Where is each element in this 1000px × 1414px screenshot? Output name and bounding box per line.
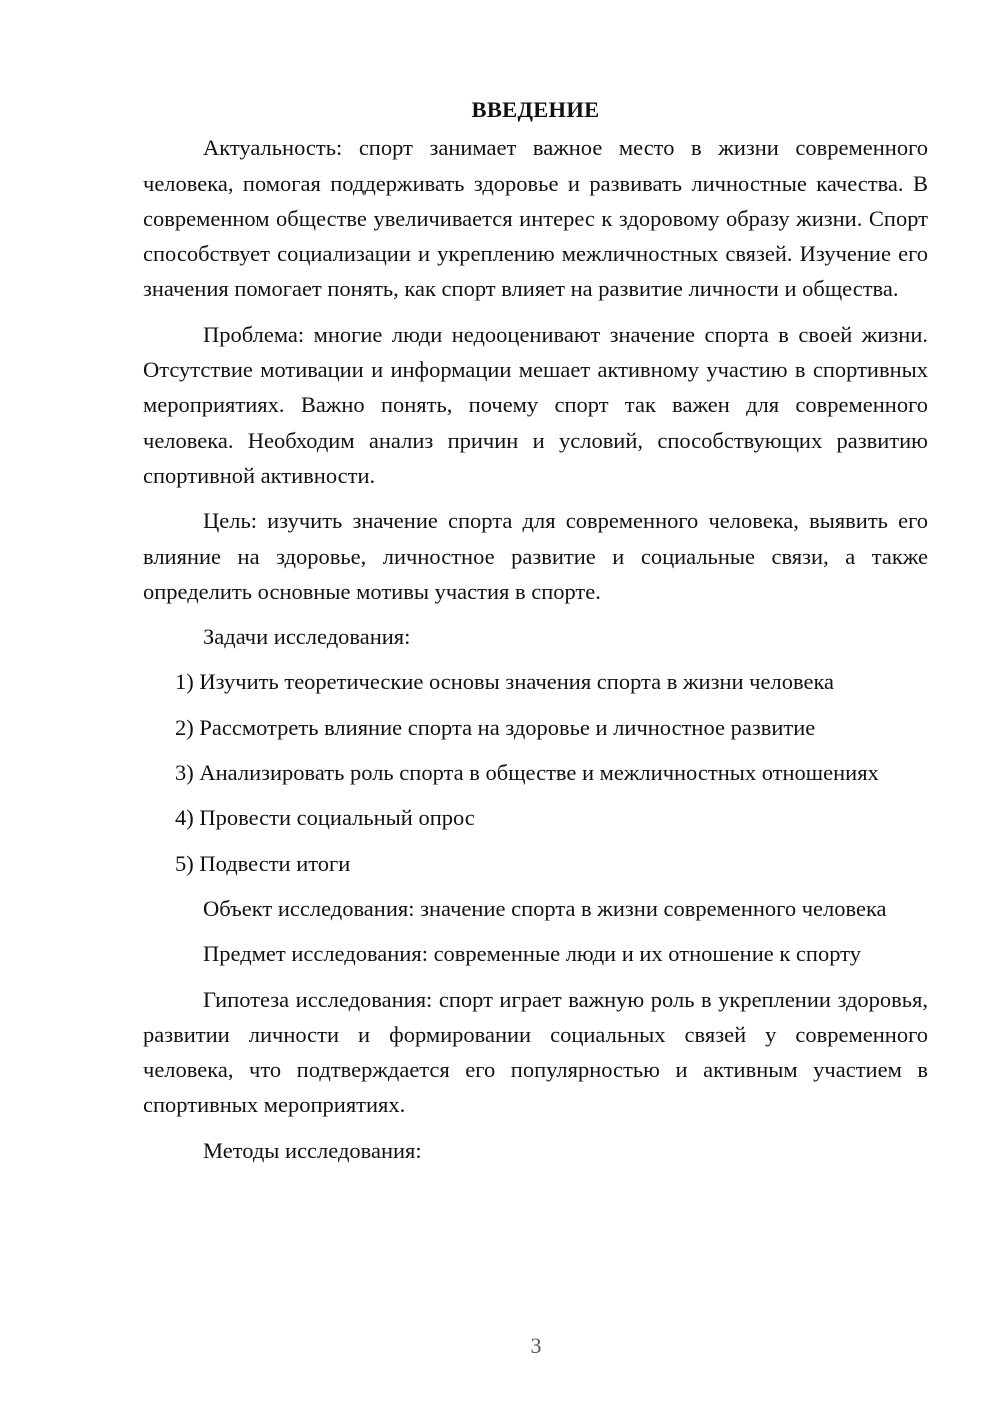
relevance-paragraph: Актуальность: спорт занимает важное место в жизни современного человека, помогая поддерживать здоровье и развивать личностные качества. В современном обществе увеличивается интерес к здоровому образу жизни. Спорт способствует социализации и укреплению межличностных связей. Изучение его значения помогает понять, как спорт влияет на развитие личности и общества. bbox=[143, 135, 928, 302]
subject-paragraph: Предмет исследования: современные люди и их отношение к спорту bbox=[203, 941, 861, 967]
task-item-2: 2) Рассмотреть влияние спорта на здоровье и личностное развитие bbox=[175, 714, 816, 740]
page-content bbox=[143, 92, 928, 1178]
hypothesis-paragraph: Гипотеза исследования: спорт играет важную роль в укреплении здоровья, развитии личности и формировании социальных связей у современного человека, что подтверждается его популярностью и активным участием в спортивных мероприятиях. bbox=[143, 986, 928, 1118]
page-number: 3 bbox=[530, 1333, 542, 1358]
goal-paragraph: Цель: изучить значение спорта для современного человека, выявить его влияние на здоровье, личностное развитие и социальные связи, а также определить основные мотивы участия в спорте. bbox=[143, 508, 928, 604]
object-paragraph: Объект исследования: значение спорта в жизни современного человека bbox=[203, 895, 887, 921]
methods-heading: Методы исследования: bbox=[203, 1137, 422, 1163]
problem-paragraph: Проблема: многие люди недооценивают значение спорта в своей жизни. Отсутствие мотивации и информации мешает активному участию в спортивных мероприятиях. Важно понять, почему спорт так важен для современного человека. Необходим анализ причин и условий, способствующих развитию спортивной активности. bbox=[143, 321, 928, 488]
section-title: ВВЕДЕНИЕ bbox=[471, 97, 600, 122]
task-item-3: 3) Анализировать роль спорта в обществе и межличностных отношениях bbox=[175, 760, 879, 786]
task-item-1: 1) Изучить теоретические основы значения спорта в жизни человека bbox=[175, 669, 835, 695]
task-item-5: 5) Подвести итоги bbox=[175, 850, 351, 876]
tasks-heading: Задачи исследования: bbox=[203, 624, 411, 650]
task-item-4: 4) Провести социальный опрос bbox=[175, 805, 475, 831]
